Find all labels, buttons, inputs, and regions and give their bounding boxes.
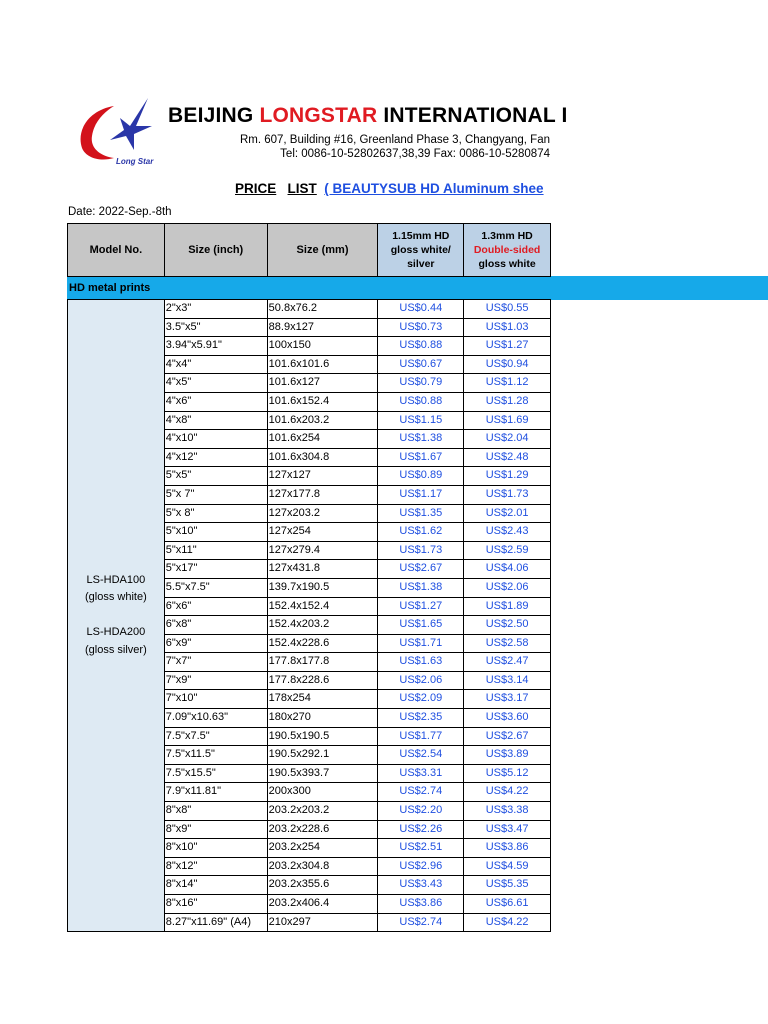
size-mm-cell: 180x270 [267, 709, 378, 728]
price-13mm-cell: US$2.04 [464, 430, 551, 449]
size-mm-cell: 127x177.8 [267, 485, 378, 504]
price-13mm-cell: US$0.55 [464, 300, 551, 319]
company-address: Rm. 607, Building #16, Greenland Phase 3, Changyang, Fan [239, 134, 550, 146]
size-mm-cell: 177.8x177.8 [267, 653, 378, 672]
price-115mm-cell: US$3.43 [378, 876, 464, 895]
price-13mm-cell: US$2.43 [464, 523, 551, 542]
price-115mm-cell: US$0.89 [378, 467, 464, 486]
size-mm-cell: 190.5x393.7 [267, 764, 378, 783]
company-name: BEIJING LONGSTAR INTERNATIONAL I [168, 104, 568, 127]
price-13mm-cell: US$3.60 [464, 709, 551, 728]
size-inch-cell: 7.5"x15.5" [164, 764, 267, 783]
price-115mm-cell: US$1.17 [378, 485, 464, 504]
size-inch-cell: 5"x5" [164, 467, 267, 486]
price-115mm-cell: US$1.65 [378, 616, 464, 635]
size-mm-cell: 152.4x152.4 [267, 597, 378, 616]
header-size-mm: Size (mm) [267, 224, 378, 277]
size-inch-cell: 4"x5" [164, 374, 267, 393]
size-mm-cell: 101.6x304.8 [267, 448, 378, 467]
size-mm-cell: 127x279.4 [267, 541, 378, 560]
price-115mm-cell: US$1.62 [378, 523, 464, 542]
size-mm-cell: 203.2x254 [267, 839, 378, 858]
price-13mm-cell: US$6.61 [464, 895, 551, 914]
price-list-title: PRICE LIST ( BEAUTYSUB HD Aluminum shee [235, 181, 544, 196]
size-inch-cell: 2"x3" [164, 300, 267, 319]
size-mm-cell: 101.6x203.2 [267, 411, 378, 430]
price-115mm-cell: US$1.38 [378, 430, 464, 449]
size-mm-cell: 203.2x228.6 [267, 820, 378, 839]
price-13mm-cell: US$0.94 [464, 355, 551, 374]
size-mm-cell: 100x150 [267, 337, 378, 356]
size-mm-cell: 127x431.8 [267, 560, 378, 579]
price-115mm-cell: US$2.20 [378, 802, 464, 821]
price-115mm-cell: US$2.74 [378, 783, 464, 802]
svg-text:Long Star: Long Star [116, 157, 154, 166]
size-inch-cell: 6"x8" [164, 616, 267, 635]
size-inch-cell: 8.27"x11.69" (A4) [164, 913, 267, 932]
size-inch-cell: 4"x4" [164, 355, 267, 374]
header-model: Model No. [68, 224, 165, 277]
size-mm-cell: 88.9x127 [267, 318, 378, 337]
size-mm-cell: 178x254 [267, 690, 378, 709]
size-mm-cell: 101.6x152.4 [267, 392, 378, 411]
price-115mm-cell: US$1.38 [378, 578, 464, 597]
size-mm-cell: 101.6x127 [267, 374, 378, 393]
size-inch-cell: 8"x8" [164, 802, 267, 821]
price-115mm-cell: US$0.79 [378, 374, 464, 393]
size-mm-cell: 203.2x406.4 [267, 895, 378, 914]
size-inch-cell: 4"x6" [164, 392, 267, 411]
price-13mm-cell: US$3.17 [464, 690, 551, 709]
price-13mm-cell: US$3.14 [464, 671, 551, 690]
header-price-115mm: 1.15mm HD gloss white/ silver [378, 224, 464, 277]
price-115mm-cell: US$1.67 [378, 448, 464, 467]
price-115mm-cell: US$1.73 [378, 541, 464, 560]
size-inch-cell: 7"x9" [164, 671, 267, 690]
price-13mm-cell: US$1.69 [464, 411, 551, 430]
size-inch-cell: 8"x12" [164, 857, 267, 876]
price-115mm-cell: US$1.15 [378, 411, 464, 430]
size-inch-cell: 7.5"x7.5" [164, 727, 267, 746]
size-mm-cell: 190.5x190.5 [267, 727, 378, 746]
price-115mm-cell: US$3.86 [378, 895, 464, 914]
price-13mm-cell: US$1.73 [464, 485, 551, 504]
header-size-inch: Size (inch) [164, 224, 267, 277]
price-115mm-cell: US$1.35 [378, 504, 464, 523]
price-115mm-cell: US$2.67 [378, 560, 464, 579]
price-13mm-cell: US$3.86 [464, 839, 551, 858]
size-mm-cell: 210x297 [267, 913, 378, 932]
price-13mm-cell: US$3.47 [464, 820, 551, 839]
price-13mm-cell: US$3.89 [464, 746, 551, 765]
size-inch-cell: 5"x11" [164, 541, 267, 560]
price-13mm-cell: US$2.67 [464, 727, 551, 746]
price-13mm-cell: US$1.27 [464, 337, 551, 356]
price-115mm-cell: US$0.88 [378, 337, 464, 356]
table-row [68, 300, 551, 319]
size-inch-cell: 4"x12" [164, 448, 267, 467]
price-115mm-cell: US$2.35 [378, 709, 464, 728]
price-13mm-cell: US$4.59 [464, 857, 551, 876]
price-13mm-cell: US$4.22 [464, 783, 551, 802]
price-table [67, 223, 551, 932]
size-inch-cell: 8"x14" [164, 876, 267, 895]
price-115mm-cell: US$1.27 [378, 597, 464, 616]
price-115mm-cell: US$2.54 [378, 746, 464, 765]
size-inch-cell: 5"x17" [164, 560, 267, 579]
size-inch-cell: 5"x 8" [164, 504, 267, 523]
price-13mm-cell: US$2.01 [464, 504, 551, 523]
price-13mm-cell: US$5.35 [464, 876, 551, 895]
price-13mm-cell: US$2.06 [464, 578, 551, 597]
price-13mm-cell: US$2.48 [464, 448, 551, 467]
header-price-13mm: 1.3mm HD Double-sided gloss white [464, 224, 551, 277]
price-13mm-cell: US$3.38 [464, 802, 551, 821]
size-inch-cell: 3.94"x5.91" [164, 337, 267, 356]
size-mm-cell: 127x254 [267, 523, 378, 542]
price-115mm-cell: US$2.06 [378, 671, 464, 690]
price-13mm-cell: US$1.28 [464, 392, 551, 411]
size-mm-cell: 127x127 [267, 467, 378, 486]
price-115mm-cell: US$1.77 [378, 727, 464, 746]
size-inch-cell: 7.09"x10.63" [164, 709, 267, 728]
size-mm-cell: 200x300 [267, 783, 378, 802]
price-115mm-cell: US$2.51 [378, 839, 464, 858]
price-13mm-cell: US$2.47 [464, 653, 551, 672]
size-mm-cell: 127x203.2 [267, 504, 378, 523]
size-inch-cell: 7.5"x11.5" [164, 746, 267, 765]
size-inch-cell: 6"x9" [164, 634, 267, 653]
price-115mm-cell: US$2.09 [378, 690, 464, 709]
size-inch-cell: 8"x9" [164, 820, 267, 839]
size-inch-cell: 7"x7" [164, 653, 267, 672]
price-115mm-cell: US$2.74 [378, 913, 464, 932]
size-mm-cell: 152.4x228.6 [267, 634, 378, 653]
price-115mm-cell: US$0.67 [378, 355, 464, 374]
size-mm-cell: 203.2x203.2 [267, 802, 378, 821]
section-spacer [68, 277, 551, 300]
size-mm-cell: 203.2x304.8 [267, 857, 378, 876]
size-inch-cell: 6"x6" [164, 597, 267, 616]
price-13mm-cell: US$1.89 [464, 597, 551, 616]
company-contact: Tel: 0086-10-52802637,38,39 Fax: 0086-10-5280874 [280, 148, 550, 160]
size-mm-cell: 139.7x190.5 [267, 578, 378, 597]
price-115mm-cell: US$1.71 [378, 634, 464, 653]
price-13mm-cell: US$5.12 [464, 764, 551, 783]
price-13mm-cell: US$1.29 [464, 467, 551, 486]
model-cell: LS-HDA100 (gloss white) LS-HDA200 (gloss silver) [68, 300, 165, 932]
price-115mm-cell: US$0.73 [378, 318, 464, 337]
size-inch-cell: 4"x8" [164, 411, 267, 430]
price-13mm-cell: US$2.59 [464, 541, 551, 560]
price-13mm-cell: US$1.12 [464, 374, 551, 393]
section-hd-metal-prints: HD metal prints [67, 276, 768, 300]
size-mm-cell: 50.8x76.2 [267, 300, 378, 319]
price-13mm-cell: US$1.03 [464, 318, 551, 337]
price-115mm-cell: US$0.44 [378, 300, 464, 319]
size-inch-cell: 7.9"x11.81" [164, 783, 267, 802]
date-label: Date: 2022-Sep.-8th [68, 206, 172, 218]
price-115mm-cell: US$2.96 [378, 857, 464, 876]
size-inch-cell: 5"x 7" [164, 485, 267, 504]
size-mm-cell: 203.2x355.6 [267, 876, 378, 895]
price-13mm-cell: US$2.50 [464, 616, 551, 635]
size-inch-cell: 3.5"x5" [164, 318, 267, 337]
price-115mm-cell: US$3.31 [378, 764, 464, 783]
price-115mm-cell: US$2.26 [378, 820, 464, 839]
price-115mm-cell: US$1.63 [378, 653, 464, 672]
price-13mm-cell: US$4.06 [464, 560, 551, 579]
size-mm-cell: 177.8x228.6 [267, 671, 378, 690]
size-mm-cell: 190.5x292.1 [267, 746, 378, 765]
price-13mm-cell: US$4.22 [464, 913, 551, 932]
price-13mm-cell: US$2.58 [464, 634, 551, 653]
size-inch-cell: 7"x10" [164, 690, 267, 709]
size-mm-cell: 101.6x254 [267, 430, 378, 449]
size-inch-cell: 5.5"x7.5" [164, 578, 267, 597]
size-inch-cell: 4"x10" [164, 430, 267, 449]
size-inch-cell: 5"x10" [164, 523, 267, 542]
size-mm-cell: 101.6x101.6 [267, 355, 378, 374]
size-inch-cell: 8"x10" [164, 839, 267, 858]
price-115mm-cell: US$0.88 [378, 392, 464, 411]
size-mm-cell: 152.4x203.2 [267, 616, 378, 635]
size-inch-cell: 8"x16" [164, 895, 267, 914]
